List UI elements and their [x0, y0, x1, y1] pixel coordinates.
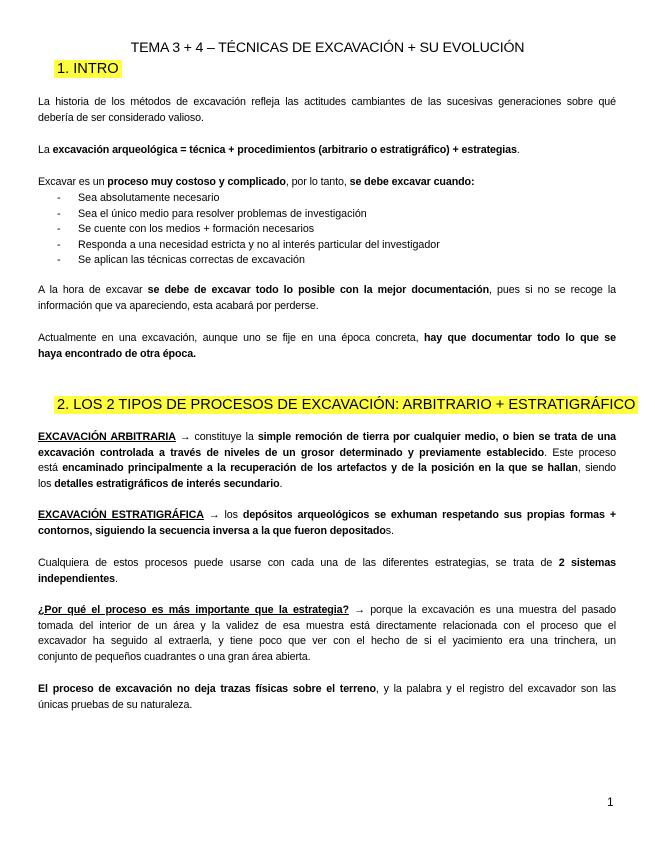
arrow-icon: →: [175, 431, 195, 443]
list-item: [57, 253, 440, 269]
text-run: , siendo: [577, 462, 617, 475]
text-line: [38, 331, 616, 347]
text-run: A la hora de excavar: [38, 284, 148, 296]
document-title: TEMA 3 + 4 – TÉCNICAS DE EXCAVACIÓN + SU EVOLUCIÓN: [130, 40, 525, 56]
text-run: Actualmente en una excavación, aunque uno se fije en una época concreta,: [38, 332, 424, 344]
text-line: [38, 524, 616, 540]
paragraph-no-traces: [38, 682, 616, 713]
bold-run: independientes: [38, 572, 115, 585]
dash-bullet: -: [57, 238, 61, 251]
text-line: [38, 283, 616, 299]
text-line: [38, 143, 616, 159]
arrow-icon: →: [348, 604, 371, 616]
section-heading-intro: [54, 59, 122, 80]
paragraph-documentation: [38, 283, 616, 314]
paragraph-independent-systems: [38, 556, 616, 587]
text-run: , por lo tanto,: [285, 176, 350, 188]
paragraph-history: [38, 95, 616, 126]
text-run: Cualquiera de estos procesos puede usarse con cada una de las diferentes estrategias, se trata de: [38, 557, 559, 569]
text-run: , pues si no se recoge la: [489, 284, 616, 296]
text-run: constituye la: [194, 431, 258, 443]
text-line: tomada del interior de un área y la validez de esa muestra está directamente relacionada con el proceso que el: [38, 619, 616, 632]
paragraph-arbitrary: [38, 430, 616, 493]
bold-run: simple remoción de tierra por cualquier medio, o bien se trata de una: [257, 431, 616, 443]
paragraph-other-epochs: [38, 331, 616, 362]
paragraph-definition: [38, 143, 616, 159]
list-item-text: Sea absolutamente necesario: [78, 192, 220, 204]
bold-run: contornos, siguiendo la secuencia inversa a la que fueron depositado: [38, 524, 386, 537]
text-line: conjunto de pequeños cuadrantes o una gran área abierta.: [38, 651, 311, 664]
list-item-text: Responda a una necesidad estricta y no al interés particular del investigador: [78, 238, 440, 251]
list-item: [57, 207, 440, 223]
conditions-list: [57, 191, 440, 269]
list-item: [57, 191, 440, 207]
text-line: únicas pruebas de su naturaleza.: [38, 698, 193, 711]
bold-run: se debe de excavar todo lo posible con la mejor documentación: [147, 284, 490, 296]
page-number: 1: [607, 795, 614, 809]
text-line: [38, 461, 616, 477]
text-line: [38, 682, 616, 698]
text-line: excavador ha seguido al extraerla, y tiene poco que ver con el hecho de si el yacimiento era una trinchera, un: [38, 635, 616, 648]
text-line: debería de ser considerado valioso.: [38, 111, 204, 124]
text-line: [38, 508, 616, 524]
text-line: [38, 572, 616, 588]
text-line: La historia de los métodos de excavación refleja las actitudes cambiantes de las sucesivas generaciones sobre qué: [38, 96, 616, 108]
text-line: [38, 175, 616, 191]
bold-run: se debe excavar cuando:: [349, 176, 475, 188]
dash-bullet: -: [57, 223, 61, 236]
text-line: [38, 446, 616, 462]
text-run: Excavar es un: [38, 176, 108, 188]
dash-bullet: -: [57, 192, 61, 204]
text-run: La: [38, 144, 53, 156]
text-line: [38, 477, 616, 493]
text-line: [38, 603, 616, 619]
bold-run: 2 sistemas: [558, 557, 617, 569]
text-run: . Este proceso: [544, 446, 616, 459]
bold-run: hay que documentar todo lo que se: [423, 332, 616, 344]
term-arbitraria: EXCAVACIÓN ARBITRARIA: [38, 431, 176, 443]
bold-run: detalles estratigráficos de interés secundario: [54, 478, 280, 491]
text-line: [38, 430, 616, 446]
text-run: , y la palabra y el registro del excavador son las: [375, 683, 616, 695]
bold-run: haya encontrado de otra época.: [38, 347, 196, 360]
text-run: los: [224, 509, 243, 521]
text-run: está: [38, 462, 63, 475]
paragraph-excavate-when: [38, 175, 616, 191]
dash-bullet: -: [57, 207, 61, 220]
term-estratigrafica: EXCAVACIÓN ESTRATIGRÁFICA: [38, 509, 204, 521]
question-underlined: ¿Por qué el proceso es más importante que la estrategia?: [38, 604, 349, 616]
list-item: [57, 222, 440, 238]
heading-highlight: 2. LOS 2 TIPOS DE PROCESOS DE EXCAVACIÓN: ARBITRARIO + ESTRATIGRÁFICO: [54, 396, 638, 414]
list-item-text: Se aplican las técnicas correctas de excavación: [78, 254, 305, 267]
section-heading-processes: [54, 395, 638, 416]
text-run: .: [516, 144, 520, 156]
paragraph-why-process: [38, 603, 616, 666]
text-line: información que va apareciendo, esta acabará por perderse.: [38, 299, 319, 312]
text-run: s.: [385, 524, 394, 537]
bold-run: excavación arqueológica = técnica + procedimientos (arbitrario o estratigráfico) + estrategias: [52, 144, 517, 156]
arrow-icon: →: [203, 509, 225, 521]
text-run: los: [38, 478, 55, 491]
bold-run: depósitos arqueológicos se exhuman respetando sus propias formas +: [242, 509, 617, 521]
bold-run: proceso muy costoso y complicado: [107, 176, 286, 188]
text-line: [38, 556, 616, 572]
list-item-text: Sea el único medio para resolver problemas de investigación: [78, 207, 367, 220]
text-run: .: [115, 572, 118, 585]
heading-highlight: 1. INTRO: [54, 60, 122, 78]
text-run: porque la excavación es una muestra del pasado: [370, 604, 616, 616]
dash-bullet: -: [57, 254, 61, 267]
bold-run: El proceso de excavación no deja trazas físicas sobre el terreno: [38, 683, 376, 695]
text-line: [38, 347, 616, 363]
text-run: .: [279, 478, 283, 491]
list-item: [57, 238, 440, 254]
bold-run: excavación controlada a través de niveles de un grosor determinado y previamente establecido: [38, 446, 545, 459]
bold-run: encaminado principalmente a la recuperación de los artefactos y de la posición en la que se hallan: [62, 462, 578, 475]
paragraph-stratigraphic: [38, 508, 616, 539]
list-item-text: Se cuente con los medios + formación necesarios: [78, 223, 315, 236]
